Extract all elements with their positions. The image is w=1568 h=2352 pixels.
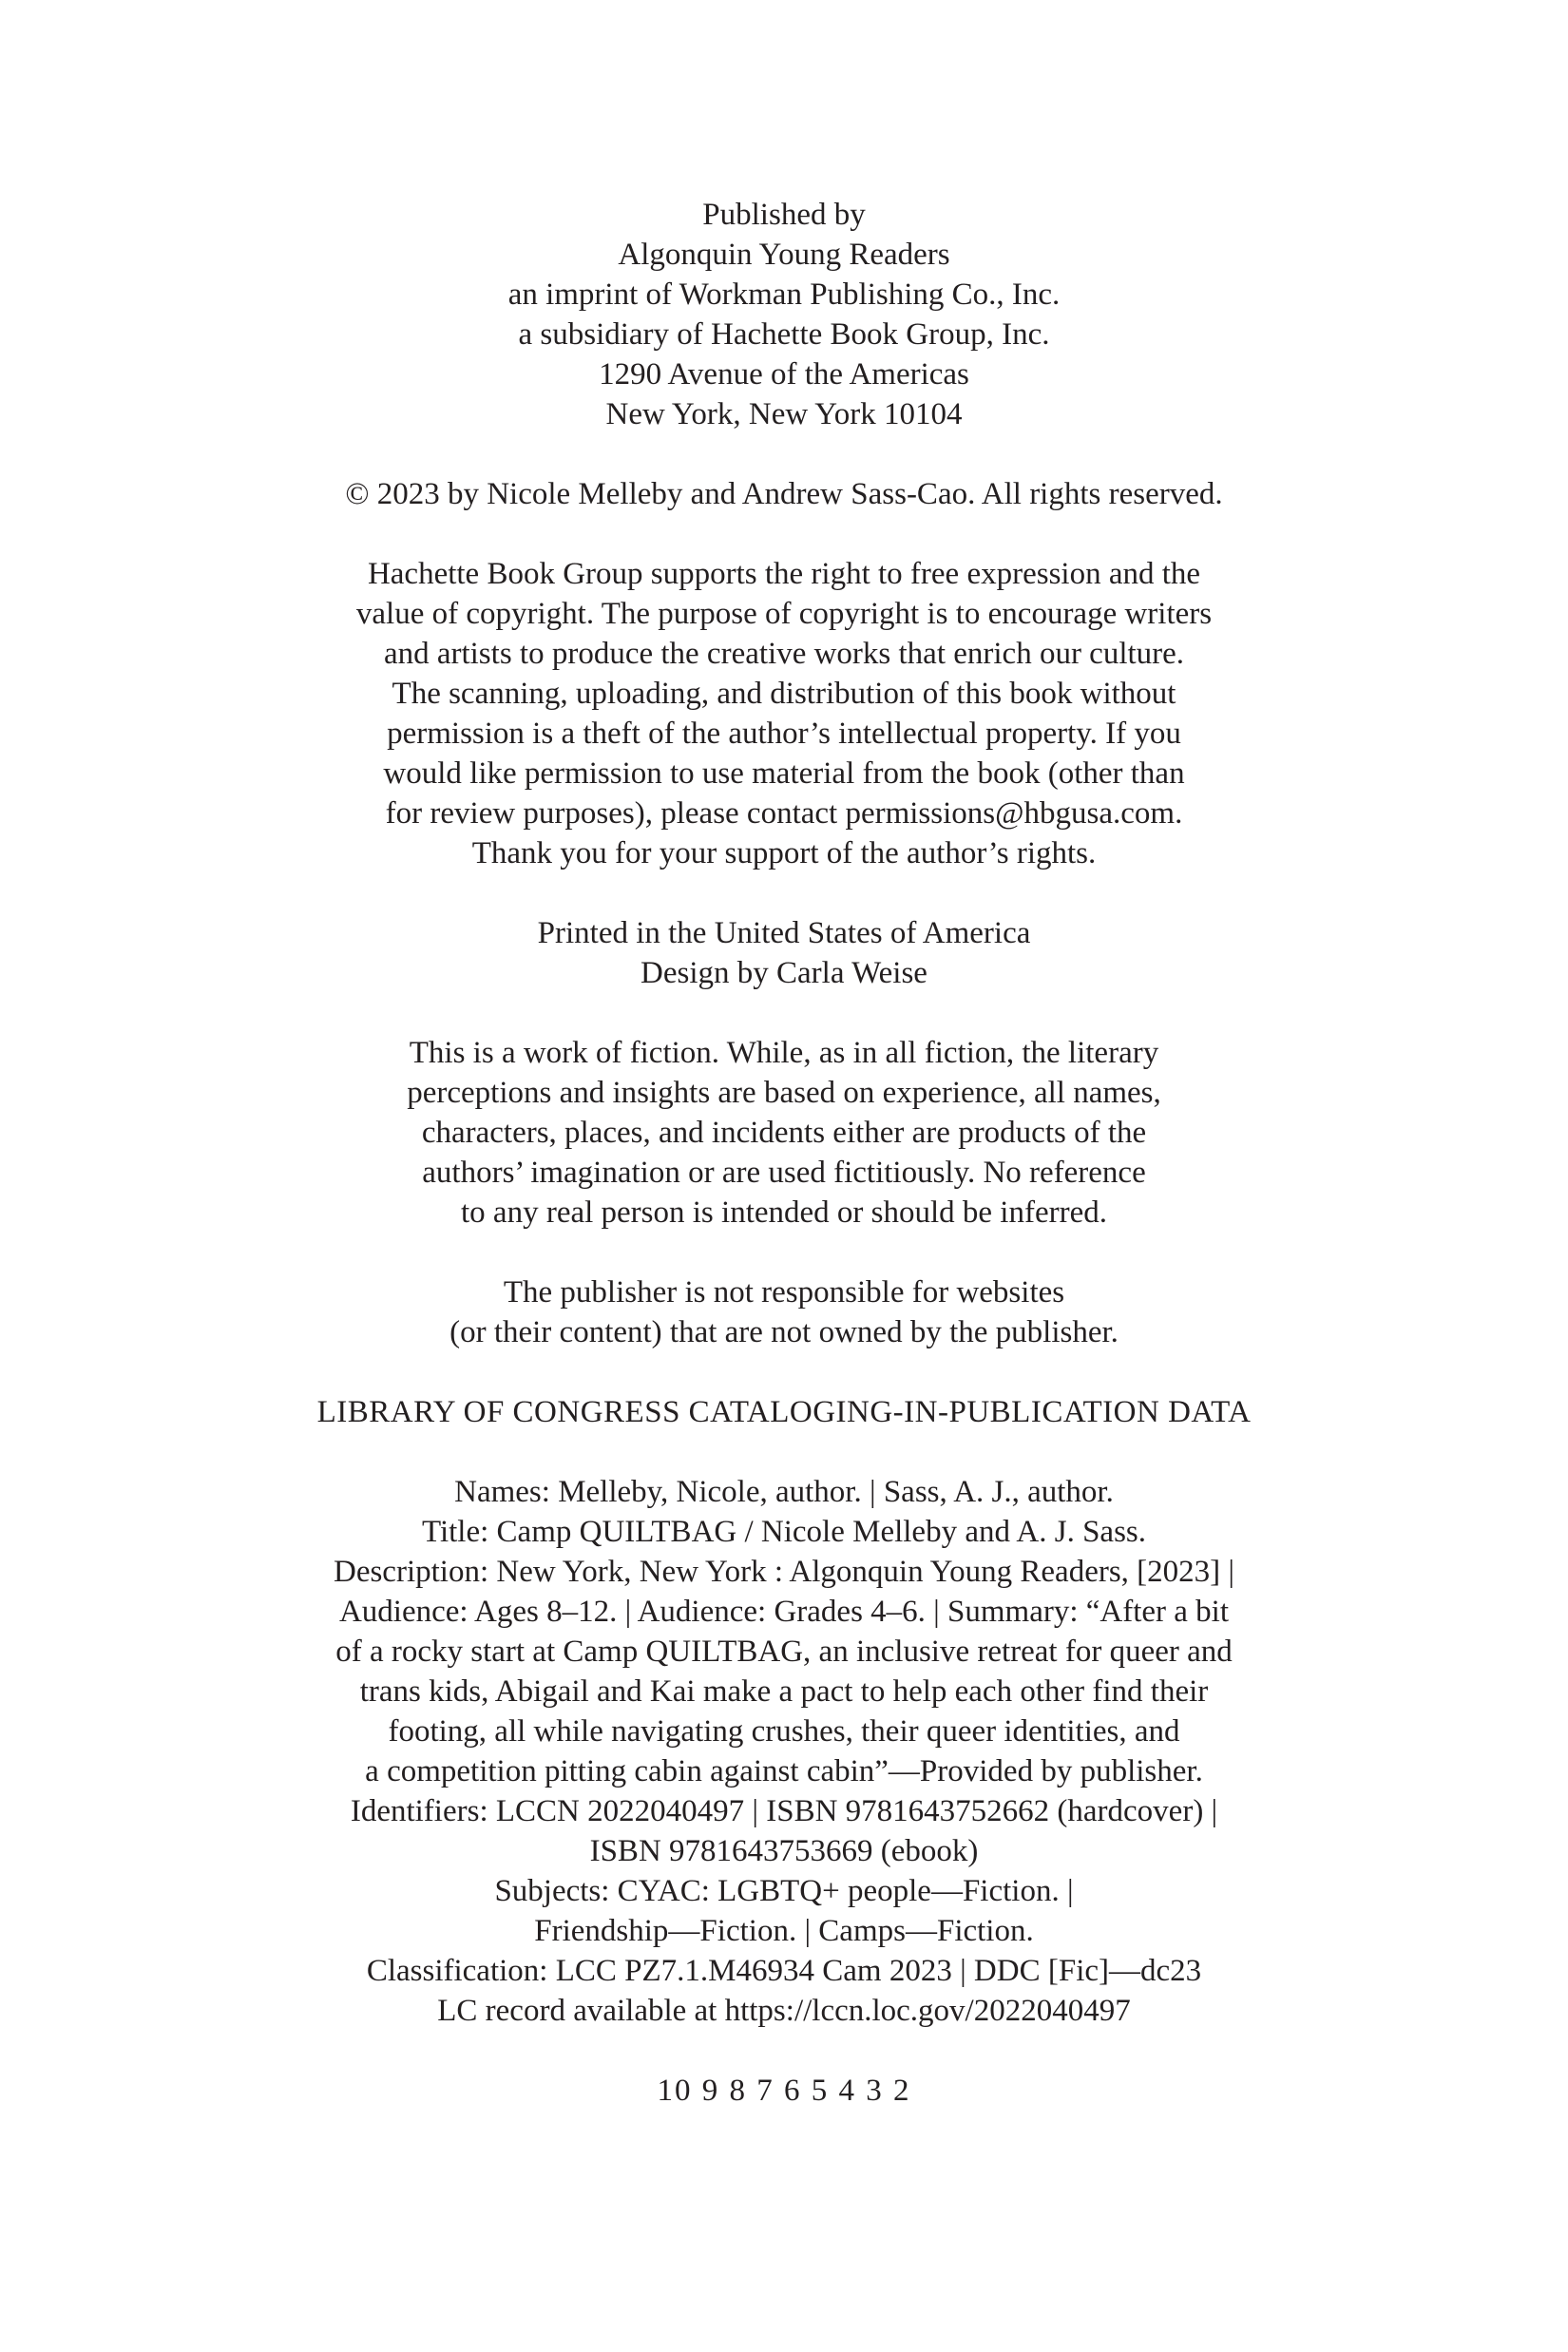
text-line: characters, places, and incidents either are products of the (421, 1116, 1147, 1150)
text-line: to any real person is intended or should be inferred. (461, 1195, 1107, 1230)
text-line: Hachette Book Group supports the right to free expression and the (367, 557, 1201, 591)
text-line: Printed in the United States of America (537, 916, 1031, 950)
cip-data-block (214, 1472, 1354, 2031)
text-line: Audience: Ages 8–12. | Audience: Grades 4–6. | Summary: “After a bit (338, 1595, 1230, 1629)
publisher-imprint-block (214, 195, 1354, 434)
rights-notice-paragraph (214, 554, 1354, 873)
website-disclaimer-paragraph (214, 1272, 1354, 1352)
text-line: Algonquin Young Readers (618, 238, 950, 272)
text-line: ISBN 9781643753669 (ebook) (589, 1834, 979, 1868)
text-line: a competition pitting cabin against cabin”—Provided by publisher. (365, 1754, 1203, 1788)
text-line: and artists to produce the creative works that enrich our culture. (383, 637, 1185, 671)
text-line: Names: Melleby, Nicole, author. | Sass, A. J., author. (454, 1475, 1114, 1509)
text-line: Friendship—Fiction. | Camps—Fiction. (534, 1914, 1034, 1948)
text-line: a subsidiary of Hachette Book Group, Inc. (518, 317, 1050, 352)
printers-key-block (214, 2071, 1354, 2111)
text-line: Design by Carla Weise (641, 956, 927, 990)
copyright-notice-text: © 2023 by Nicole Melleby and Andrew Sass-Cao. All rights reserved. (345, 477, 1223, 511)
text-line: permission is a theft of the author’s intellectual property. If you (387, 717, 1181, 751)
text-line: This is a work of fiction. While, as in all fiction, the literary (409, 1036, 1159, 1070)
text-line: for review purposes), please contact permissions@hbgusa.com. (385, 796, 1183, 831)
text-line: an imprint of Workman Publishing Co., Inc. (507, 277, 1061, 312)
copyright-notice (214, 474, 1354, 514)
text-line: of a rocky start at Camp QUILTBAG, an inclusive retreat for queer and (335, 1635, 1233, 1669)
text-line: perceptions and insights are based on experience, all names, (407, 1076, 1161, 1110)
text-line: Description: New York, New York : Algonquin Young Readers, [2023] | (333, 1555, 1235, 1589)
text-line: 1290 Avenue of the Americas (599, 357, 969, 392)
text-line: Identifiers: LCCN 2022040497 | ISBN 9781643752662 (hardcover) | (350, 1794, 1218, 1828)
text-line: Title: Camp QUILTBAG / Nicole Melleby and A. J. Sass. (421, 1515, 1147, 1549)
text-line: trans kids, Abigail and Kai make a pact to help each other find their (359, 1674, 1209, 1709)
text-line: Thank you for your support of the author’s rights. (471, 836, 1097, 870)
text-line: authors’ imagination or are used fictitiously. No reference (422, 1156, 1146, 1190)
text-line: Subjects: CYAC: LGBTQ+ people—Fiction. | (494, 1874, 1074, 1908)
printing-credits-block (214, 913, 1354, 993)
text-line: would like permission to use material from the book (other than (383, 756, 1185, 791)
text-line: The publisher is not responsible for websites (503, 1275, 1065, 1310)
cip-header (214, 1392, 1354, 1432)
text-line: footing, all while navigating crushes, their queer identities, and (388, 1714, 1180, 1749)
printers-key-text: 10 9 8 7 6 5 4 3 2 (657, 2074, 911, 2108)
text-line: Classification: LCC PZ7.1.M46934 Cam 2023 | DDC [Fic]—dc23 (366, 1954, 1202, 1988)
cip-header-text: LIBRARY OF CONGRESS CATALOGING-IN-PUBLICATION DATA (316, 1395, 1252, 1429)
text-line: (or their content) that are not owned by the publisher. (449, 1315, 1119, 1349)
text-line: The scanning, uploading, and distribution of this book without (392, 677, 1176, 711)
fiction-disclaimer-paragraph (214, 1033, 1354, 1233)
text-line: New York, New York 10104 (605, 397, 963, 431)
text-line: value of copyright. The purpose of copyright is to encourage writers (355, 597, 1213, 631)
text-line: Published by (702, 198, 866, 232)
text-line: LC record available at https://lccn.loc.gov/2022040497 (437, 1994, 1131, 2028)
